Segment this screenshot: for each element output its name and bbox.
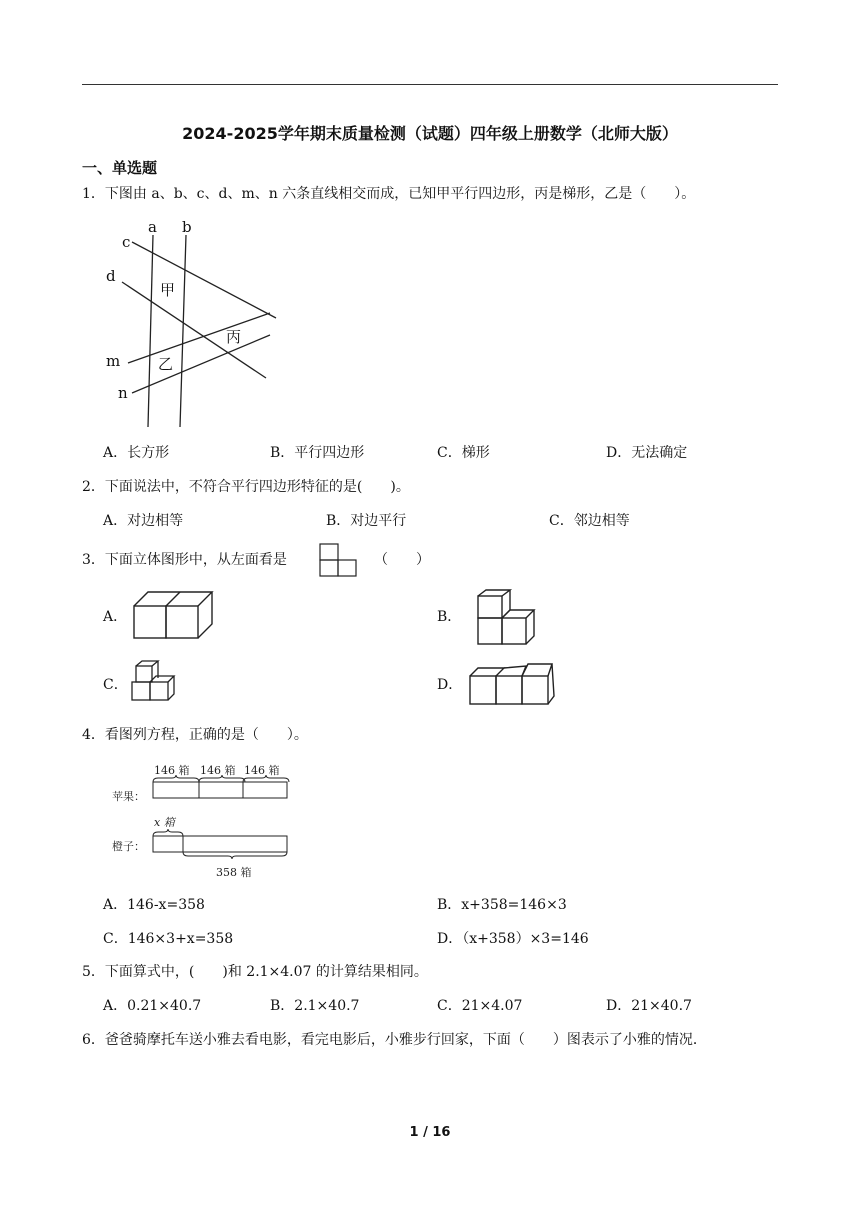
label-yi: 乙	[158, 355, 174, 373]
q5-option-b[interactable]: B．2.1×40.7	[270, 998, 360, 1014]
page-number: 1 / 16	[409, 1125, 451, 1140]
line-d	[122, 282, 266, 378]
q1-option-d[interactable]: D．无法确定	[606, 445, 688, 461]
apple-seg1-label: 146 箱	[154, 764, 190, 777]
question-2-text: 2．下面说法中，不符合平行四边形特征的是( )。	[82, 479, 410, 495]
q3-option-c-figure[interactable]	[128, 658, 178, 704]
q5-option-a[interactable]: A．0.21×40.7	[103, 998, 202, 1014]
orange-x-label: x 箱	[154, 816, 175, 829]
q1-lines-figure	[100, 215, 280, 430]
line-a	[148, 235, 153, 427]
line-n	[132, 335, 270, 393]
q3-option-b-figure[interactable]	[470, 586, 540, 648]
orange-total-label: 358 箱	[216, 866, 252, 879]
apple-seg3-label: 146 箱	[244, 764, 280, 777]
question-1-text: 1．下图由 a、b、c、d、m、n 六条直线相交而成，已知甲平行四边形，丙是梯形，乙是（ ）。	[82, 186, 696, 202]
orange-label: 橙子：	[112, 840, 145, 853]
label-n: n	[118, 384, 128, 402]
question-3-text: 3．下面立体图形中，从左面看是	[82, 552, 287, 568]
label-jia: 甲	[160, 281, 176, 299]
q2-option-a[interactable]: A．对边相等	[103, 513, 184, 529]
q1-option-b[interactable]: B．平行四边形	[270, 445, 365, 461]
q3-option-a-figure[interactable]	[130, 588, 215, 644]
q4-line-diagram	[108, 758, 298, 882]
page-title: 2024-2025学年期末质量检测（试题）四年级上册数学（北师大版）	[182, 124, 678, 143]
question-5-text: 5．下面算式中，( )和 2.1×4.07 的计算结果相同。	[82, 964, 428, 980]
apple-label: 苹果：	[112, 790, 145, 803]
section-heading: 一、单选题	[82, 159, 158, 177]
q3-option-a[interactable]: A．	[103, 609, 128, 625]
q3-left-view-figure	[318, 542, 358, 578]
label-m: m	[106, 352, 121, 370]
q4-option-d[interactable]: D．（x+358）×3=146	[437, 931, 589, 947]
q4-option-c[interactable]: C．146×3+x=358	[103, 931, 234, 947]
q2-option-c[interactable]: C．邻边相等	[549, 513, 630, 529]
q1-option-c[interactable]: C．梯形	[437, 445, 490, 461]
header-rule	[82, 84, 778, 85]
q3-option-d-figure[interactable]	[466, 660, 558, 708]
line-c	[132, 242, 276, 318]
label-c: c	[122, 233, 131, 251]
q4-option-b[interactable]: B．x+358=146×3	[437, 897, 567, 913]
q4-option-a[interactable]: A．146-x=358	[103, 897, 205, 913]
apple-seg2-label: 146 箱	[200, 764, 236, 777]
question-4-text: 4．看图列方程，正确的是（ ）。	[82, 727, 308, 743]
q3-option-c[interactable]: C．	[103, 677, 128, 693]
label-b: b	[182, 218, 192, 236]
line-m	[128, 313, 270, 363]
label-a: a	[148, 218, 157, 236]
line-b	[180, 235, 186, 427]
q3-option-d[interactable]: D．	[437, 677, 463, 693]
q2-option-b[interactable]: B．对边平行	[326, 513, 407, 529]
q3-option-b[interactable]: B．	[437, 609, 462, 625]
label-bing: 丙	[226, 328, 242, 346]
q5-option-c[interactable]: C．21×4.07	[437, 998, 523, 1014]
question-3-paren: （ ）	[374, 552, 430, 568]
label-d: d	[106, 267, 116, 285]
q5-option-d[interactable]: D．21×40.7	[606, 998, 692, 1014]
question-6-text: 6．爸爸骑摩托车送小雅去看电影，看完电影后，小雅步行回家，下面（ ）图表示了小雅的情况．	[82, 1032, 707, 1048]
q1-option-a[interactable]: A．长方形	[103, 445, 170, 461]
